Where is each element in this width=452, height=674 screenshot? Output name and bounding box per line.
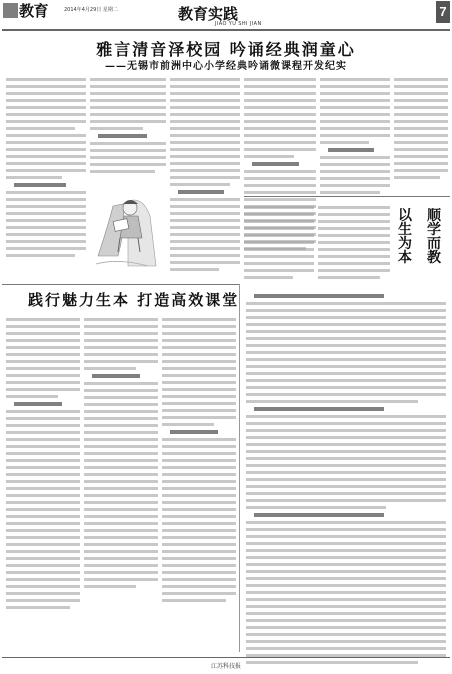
article2-body-col1 [6,318,80,613]
article1-body-col5 [320,78,390,198]
article2-column-divider [239,284,240,652]
article3-body-main [246,292,446,668]
footer-label: 江苏科技报 [210,663,241,670]
article1-title: 雅言清音泽校园 吟诵经典润童心 [96,40,356,59]
article2-body-col2 [84,318,158,592]
masthead [0,0,452,27]
publication-date: 2014年4月29日 星期二 [64,7,118,13]
child-reading-illustration [88,186,163,271]
article1-subtitle: ——无锡市前洲中心小学经典吟诵微课程开发纪实 [105,61,347,72]
article1-body-col6 [394,78,448,183]
article2-top-rule [2,284,240,285]
logo-text: 教育 [19,2,49,20]
logo-block-icon [3,3,18,18]
page-number-badge: 7 [436,1,450,23]
article3-intro-col2 [318,206,390,283]
article2-body-col3 [162,318,236,606]
header-divider [2,29,450,31]
article2-title: 践行魅力生本 打造高效课堂 [28,291,240,309]
article3-headline-left: 以生为本 [398,208,412,266]
article3-intro-col1 [244,206,314,283]
article3-headline-right: 顺学而教 [427,208,441,266]
section-title: 教育实践 [178,5,239,23]
article1-body-col1 [6,78,86,261]
article1-body-col2 [90,78,166,177]
article1-body-col3 [170,78,240,275]
article3-vertical-headline [395,209,447,284]
article3-top-rule [244,196,450,197]
footer-divider [2,657,450,658]
section-pinyin: JIAO YU SHI JIAN [215,21,262,27]
